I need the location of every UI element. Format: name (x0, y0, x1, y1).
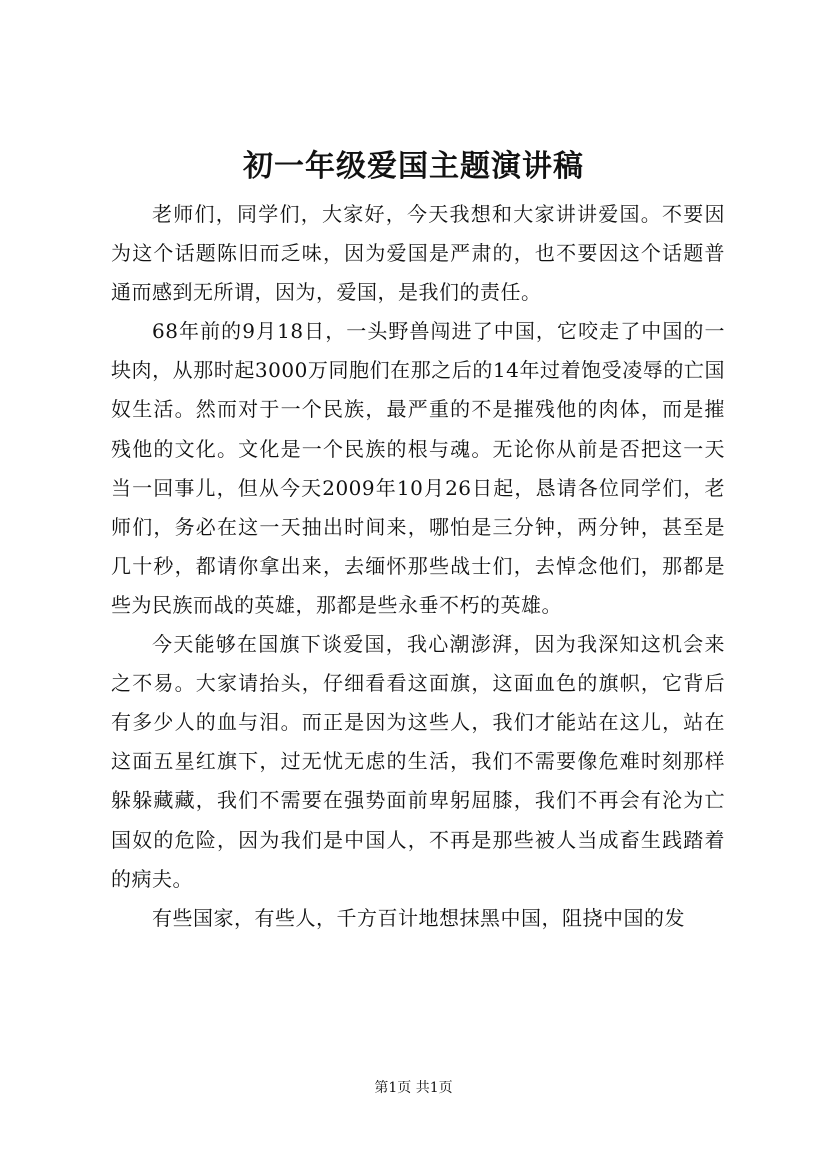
document-title: 初一年级爱国主题演讲稿 (243, 149, 584, 184)
paragraph-3: 今天能够在国旗下谈爱国，我心潮澎湃，因为我深知这机会来之不易。大家请抬头，仔细看看这面旗，这面血色的旗帜，它背后有多少人的血与泪。而正是因为这些人，我们才能站在这儿，站在这面五星红旗下，过无忧无虑的生活，我们不需要像危难时刻那样躲躲藏藏，我们不需要在强势面前卑躬屈膝，我们不再会有沦为亡国奴的危险，因为我们是中国人，不再是那些被人当成畜生践踏着的病夫。 (111, 632, 725, 891)
document-body (111, 195, 725, 938)
paragraph-4: 有些国家，有些人，千方百计地想抹黑中国，阻挠中国的发 (152, 905, 685, 930)
paragraph-1: 老师们，同学们，大家好，今天我想和大家讲讲爱国。不要因为这个话题陈旧而乏味，因为爱国是严肃的，也不要因这个话题普通而感到无所谓，因为，爱国，是我们的责任。 (111, 202, 725, 305)
paragraph-2: 68年前的9月18日，一头野兽闯进了中国，它咬走了中国的一块肉，从那时起3000万同胞们在那之后的14年过着饱受凌辱的亡国奴生活。然而对于一个民族，最严重的不是摧残他的肉体，而是摧残他的文化。文化是一个民族的根与魂。无论你从前是否把这一天当一回事儿，但从今天2009年10月26日起，恳请各位同学们，老师们，务必在这一天抽出时间来，哪怕是三分钟，两分钟，甚至是几十秒，都请你拿出来，去缅怀那些战士们，去悼念他们，那都是些为民族而战的英雄，那都是些永垂不朽的英雄。 (111, 319, 725, 617)
page-number-footer: 第1页 共1页 (374, 1080, 453, 1096)
